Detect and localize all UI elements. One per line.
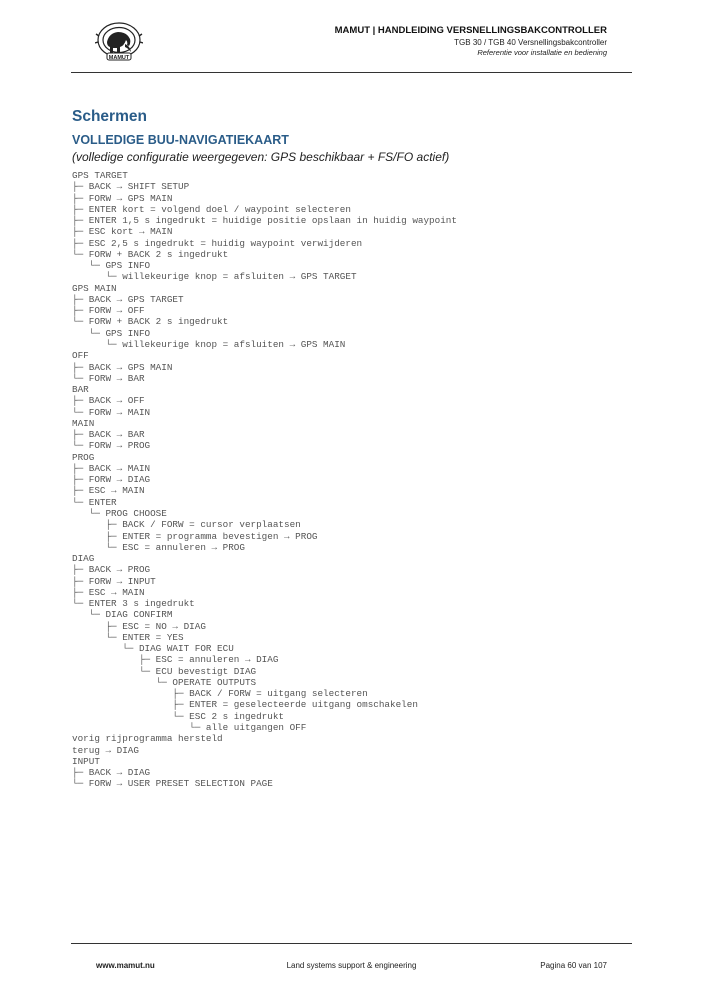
tree-line: ├─ FORW → DIAG (72, 474, 151, 486)
tree-line: ├─ BACK → BAR (72, 429, 145, 441)
tree-line: ├─ ESC → MAIN (72, 485, 145, 497)
mamut-logo-icon (95, 20, 143, 62)
tree-line: vorig rijprogramma hersteld (72, 733, 223, 745)
tree-line: terug → DIAG (72, 744, 139, 756)
tree-line: ├─ ENTER kort = volgend doel / waypoint selecteren (72, 203, 351, 215)
tree-line: BAR (72, 384, 89, 396)
header-divider (71, 72, 632, 73)
tree-line: ├─ BACK / FORW = cursor verplaatsen (72, 519, 301, 531)
tree-line: └─ FORW → PROG (72, 440, 151, 452)
footer-tagline: Land systems support & engineering (286, 961, 417, 970)
tree-line: ├─ FORW → INPUT (72, 575, 156, 587)
tree-line: └─ DIAG CONFIRM (72, 609, 173, 621)
tree-line: ├─ BACK → PROG (72, 564, 151, 576)
header-title: MAMUT | HANDLEIDING VERSNELLINGSBAKCONTROLLER (334, 25, 607, 36)
tree-line: └─ FORW → USER PRESET SELECTION PAGE (72, 778, 273, 790)
header-reference: Referentie voor installatie en bediening (477, 48, 607, 57)
tree-line: └─ alle uitgangen OFF (72, 722, 307, 734)
tree-line: └─ willekeurige knop = afsluiten → GPS TARGET (72, 271, 357, 283)
tree-line: ├─ BACK → GPS TARGET (72, 293, 184, 305)
tree-line: ├─ BACK → DIAG (72, 767, 151, 779)
tree-line: ├─ ENTER 1,5 s ingedrukt = huidige positie opslaan in huidig waypoint (72, 215, 457, 227)
tree-line: ├─ BACK → SHIFT SETUP (72, 181, 190, 193)
tree-line: ├─ BACK → MAIN (72, 462, 151, 474)
tree-line: ├─ ESC 2,5 s ingedrukt = huidig waypoint verwijderen (72, 237, 363, 249)
tree-line: ├─ BACK → OFF (72, 395, 145, 407)
tree-line: └─ FORW → MAIN (72, 406, 151, 418)
tree-line: └─ GPS INFO (72, 327, 151, 339)
footer-divider (71, 943, 632, 944)
tree-line: ├─ ESC = annuleren → DIAG (72, 654, 279, 666)
tree-line: ├─ BACK / FORW = uitgang selecteren (72, 688, 368, 700)
tree-line: PROG (72, 451, 95, 463)
tree-line: INPUT (72, 755, 100, 767)
tree-line: └─ ECU bevestigt DIAG (72, 665, 257, 677)
tree-line: └─ FORW → BAR (72, 372, 145, 384)
tree-line: └─ DIAG WAIT FOR ECU (72, 643, 234, 655)
tree-line: ├─ ENTER = geselecteerde uitgang omschakelen (72, 699, 418, 711)
page-header (335, 25, 607, 58)
tree-line: └─ FORW + BACK 2 s ingedrukt (72, 248, 229, 260)
tree-line: └─ ENTER = YES (72, 631, 184, 643)
tree-line: ├─ FORW → GPS MAIN (72, 192, 173, 204)
tree-line: GPS TARGET (72, 170, 128, 181)
tree-line: └─ willekeurige knop = afsluiten → GPS MAIN (72, 338, 346, 350)
footer-website: www.mamut.nu (96, 961, 155, 970)
tree-line: ├─ FORW → OFF (72, 305, 145, 317)
tree-line: MAIN (72, 417, 95, 429)
subsection-title: VOLLEDIGE BUU-NAVIGATIEKAART (72, 133, 289, 147)
tree-line: └─ PROG CHOOSE (72, 507, 167, 519)
tree-line: └─ FORW + BACK 2 s ingedrukt (72, 316, 229, 328)
tree-line: └─ OPERATE OUTPUTS (72, 676, 257, 688)
tree-line: └─ ENTER (72, 496, 117, 508)
tree-line: └─ ESC 2 s ingedrukt (72, 710, 285, 722)
tree-line: └─ ENTER 3 s ingedrukt (72, 598, 195, 610)
tree-line: ├─ ESC kort → MAIN (72, 226, 173, 238)
tree-line: DIAG (72, 553, 95, 565)
tree-line: ├─ ESC = NO → DIAG (72, 620, 206, 632)
tree-line: └─ GPS INFO (72, 260, 151, 272)
header-subtitle: TGB 30 / TGB 40 Versnellingsbakcontroller (454, 38, 607, 47)
footer-page-number: Pagina 60 van 107 (540, 961, 607, 970)
tree-line: ├─ ESC → MAIN (72, 586, 145, 598)
tree-line: OFF (72, 350, 89, 362)
svg-text:MAMUT: MAMUT (108, 55, 130, 61)
tree-line: ├─ BACK → GPS MAIN (72, 361, 173, 373)
tree-line: └─ ESC = annuleren → PROG (72, 541, 245, 553)
section-title: Schermen (72, 108, 147, 125)
tree-line: ├─ ENTER = programma bevestigen → PROG (72, 530, 318, 542)
subsection-note: (volledige configuratie weergegeven: GPS beschikbaar + FS/FO actief) (72, 150, 450, 164)
tree-line: GPS MAIN (72, 282, 117, 294)
navigation-tree (72, 170, 457, 790)
